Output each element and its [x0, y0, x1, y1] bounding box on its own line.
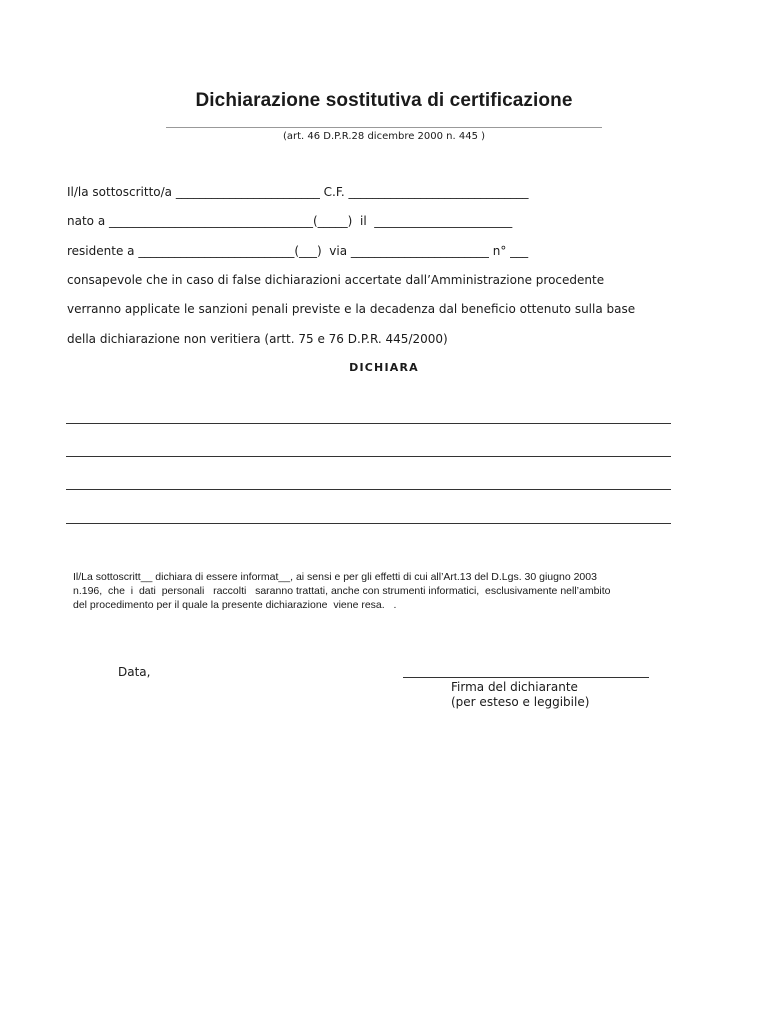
signer-label: Firma del dichiarante: [451, 680, 578, 694]
privacy-statement: [73, 570, 693, 612]
declaration-blank-line-1: [66, 423, 671, 424]
body-text-line-1: consapevole che in caso di false dichiarazioni accertate dall’Amministrazione procedente: [67, 273, 605, 287]
body-text-line-3: della dichiarazione non veritiera (artt. 75 e 76 D.P.R. 445/2000): [67, 332, 448, 346]
field-line-birth: nato a __________________________________(_____) il _______________________: [67, 214, 513, 228]
title-underline: [166, 127, 602, 128]
declaration-heading: DICHIARA: [349, 361, 419, 374]
field-line-name-cf: Il/la sottoscritto/a ________________________ C.F. ______________________________: [67, 185, 529, 199]
declaration-blank-line-3: [66, 489, 671, 490]
date-label: Data,: [118, 665, 151, 679]
document-subtitle: (art. 46 D.P.R.28 dicembre 2000 n. 445 ): [282, 131, 486, 142]
document-title: Dichiarazione sostitutiva di certificazione: [195, 90, 573, 111]
declaration-blank-line-2: [66, 456, 671, 457]
body-text-line-2: verranno applicate le sanzioni penali previste e la decadenza dal beneficio ottenuto sulla base: [67, 302, 636, 316]
privacy-line-1: Il/La sottoscritt__ dichiara di essere informat__, ai sensi e per gli effetti di cui all’Art.13 del D.Lgs. 30 giugno 2003: [73, 571, 597, 583]
signature-line: [403, 677, 649, 678]
privacy-line-2: n.196, che i dati personali raccolti saranno trattati, anche con strumenti informatici, esclusivamente nell’ambito: [73, 585, 611, 597]
signer-note: (per esteso e leggibile): [451, 695, 590, 709]
field-line-residence: residente a __________________________(___) via _______________________ n° ___: [67, 244, 529, 258]
declaration-blank-line-4: [66, 523, 671, 524]
privacy-line-3: del procedimento per il quale la presente dichiarazione viene resa. .: [73, 599, 397, 611]
